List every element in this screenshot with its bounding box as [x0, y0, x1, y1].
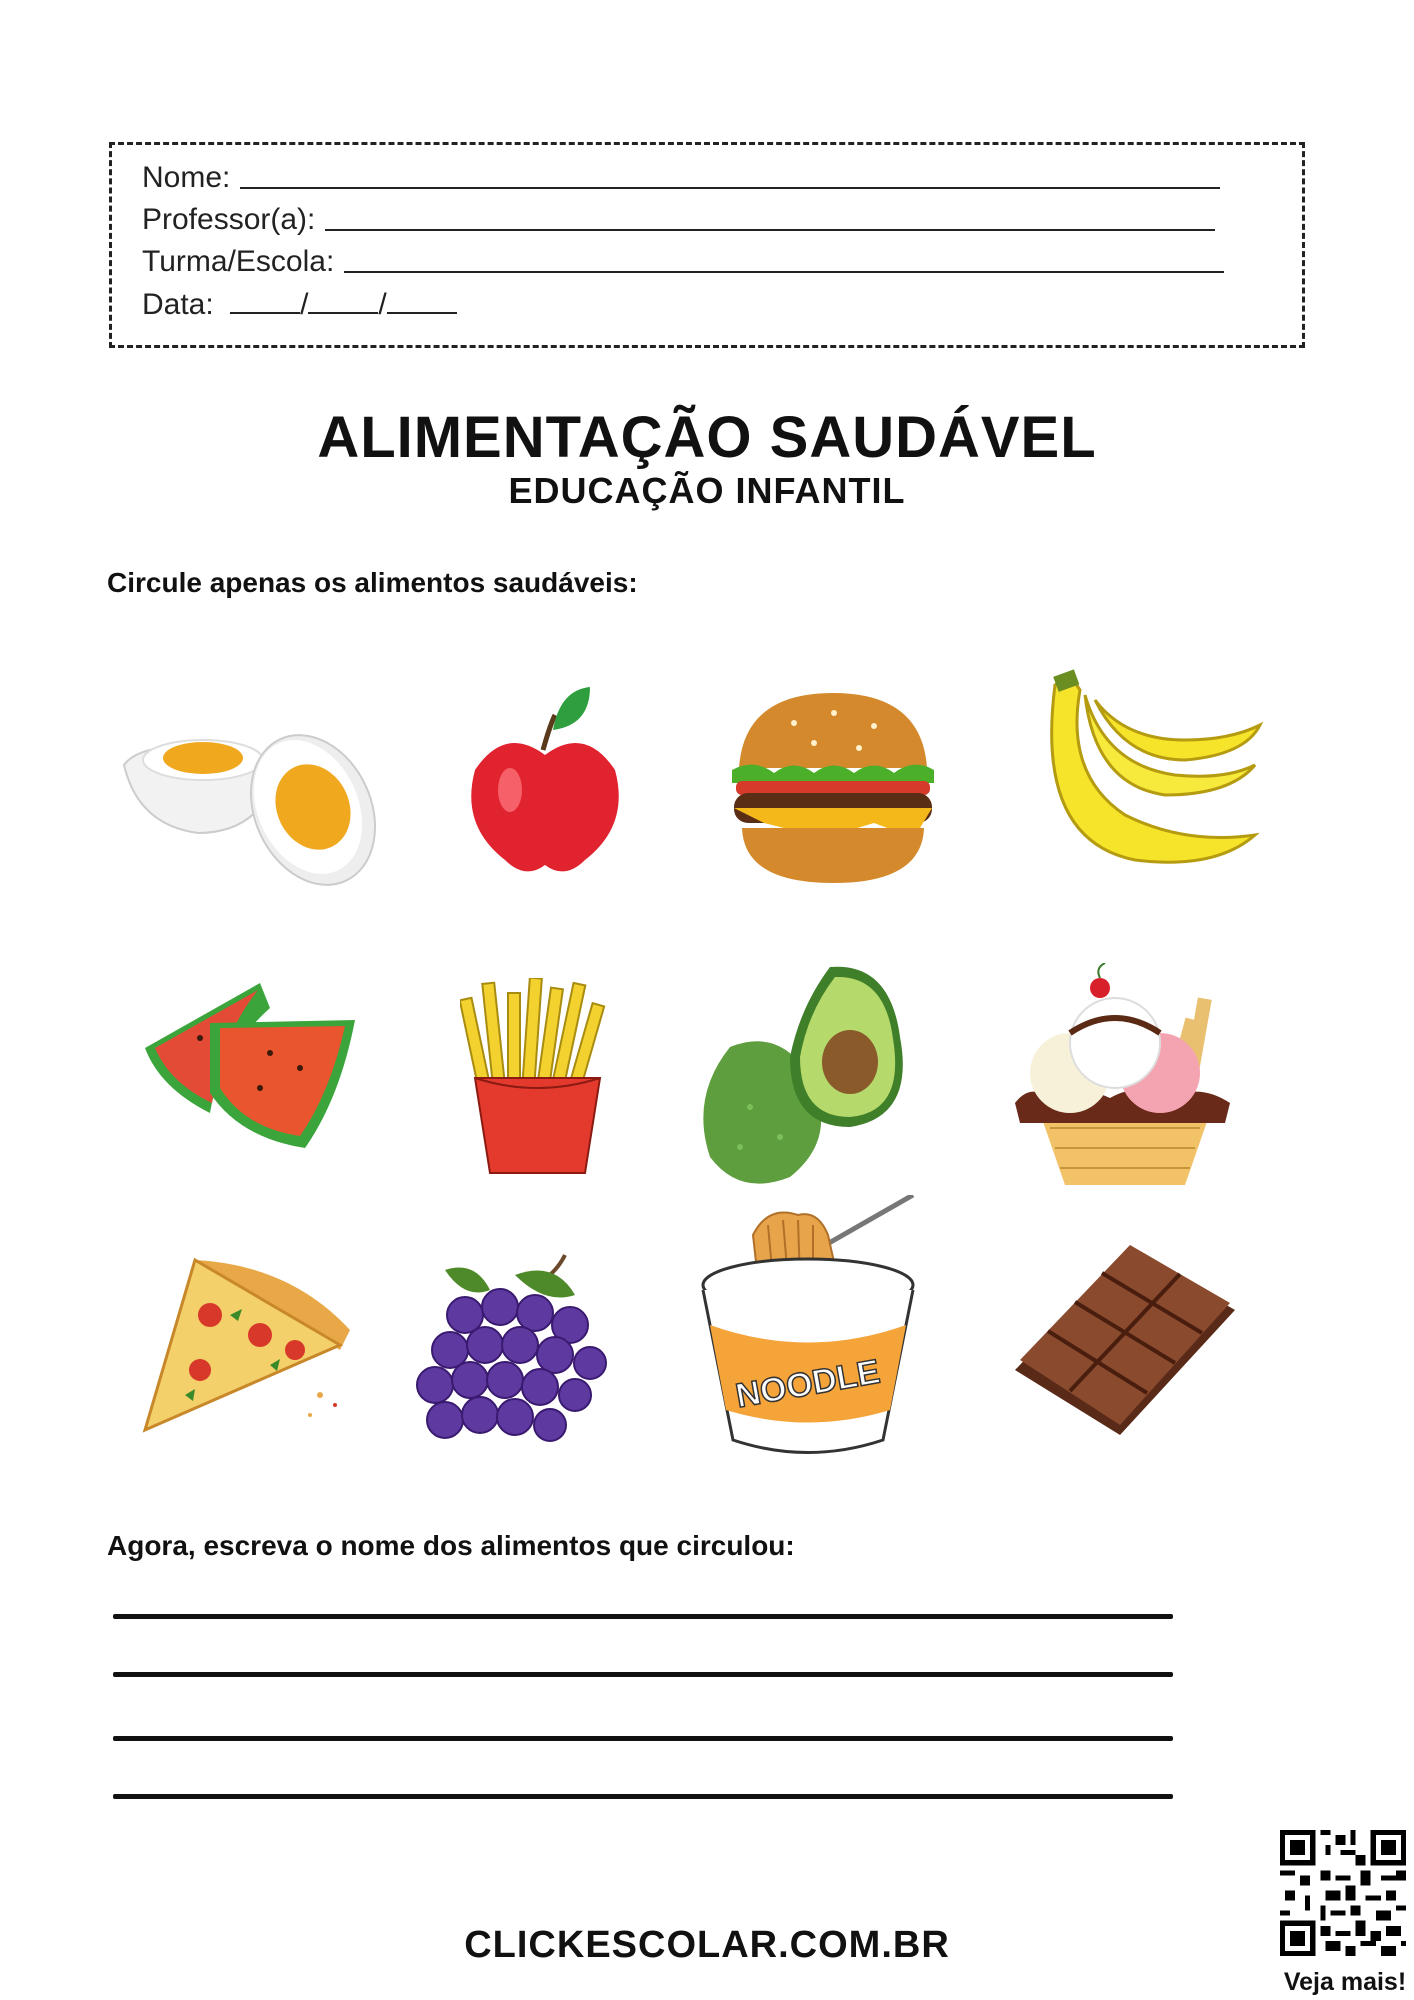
date-month-blank[interactable] — [308, 311, 378, 314]
name-line[interactable] — [240, 186, 1220, 189]
noodle-label: NOODLE — [732, 1352, 883, 1416]
name-field[interactable] — [142, 161, 1220, 195]
pizza-icon[interactable] — [140, 1255, 350, 1435]
qr-caption: Veja mais! — [1283, 1968, 1407, 1996]
class-field[interactable] — [142, 245, 1224, 279]
writing-line[interactable] — [113, 1736, 1173, 1741]
page-subtitle: EDUCAÇÃO INFANTIL — [508, 470, 906, 511]
ice-cream-sundae-icon[interactable] — [1010, 963, 1235, 1188]
class-line[interactable] — [344, 270, 1224, 273]
noodle-cup-icon[interactable] — [698, 1195, 918, 1457]
qr-code-icon[interactable] — [1280, 1830, 1406, 1956]
name-label: Nome: — [142, 161, 231, 194]
writing-line[interactable] — [113, 1794, 1173, 1799]
watermelon-icon[interactable] — [140, 978, 357, 1150]
date-separator: / — [300, 288, 309, 321]
student-info-box — [109, 142, 1305, 348]
date-label: Data: — [142, 288, 214, 321]
instruction-circle: Circule apenas os alimentos saudáveis: — [107, 567, 638, 598]
page-title: ALIMENTAÇÃO SAUDÁVEL — [317, 405, 1097, 470]
date-year-blank[interactable] — [387, 311, 457, 314]
class-label: Turma/Escola: — [142, 245, 335, 278]
french-fries-icon[interactable] — [460, 978, 615, 1178]
teacher-line[interactable] — [325, 228, 1215, 231]
hamburger-icon[interactable] — [724, 688, 942, 888]
writing-line[interactable] — [113, 1672, 1173, 1677]
chocolate-bar-icon[interactable] — [1010, 1245, 1235, 1435]
date-day-blank[interactable] — [230, 311, 300, 314]
writing-line[interactable] — [113, 1614, 1173, 1619]
apple-icon[interactable] — [465, 685, 625, 885]
boiled-egg-icon[interactable] — [118, 715, 380, 895]
instruction-write: Agora, escreva o nome dos alimentos que circulou: — [107, 1530, 795, 1561]
grapes-icon[interactable] — [405, 1245, 615, 1450]
date-separator: / — [378, 288, 387, 321]
banana-icon[interactable] — [1015, 665, 1265, 880]
avocado-icon[interactable] — [700, 957, 920, 1189]
site-footer[interactable]: CLICKESCOLAR.COM.BR — [464, 1924, 950, 1966]
teacher-label: Professor(a): — [142, 203, 316, 236]
teacher-field[interactable] — [142, 203, 1215, 237]
date-field[interactable] — [142, 288, 457, 322]
